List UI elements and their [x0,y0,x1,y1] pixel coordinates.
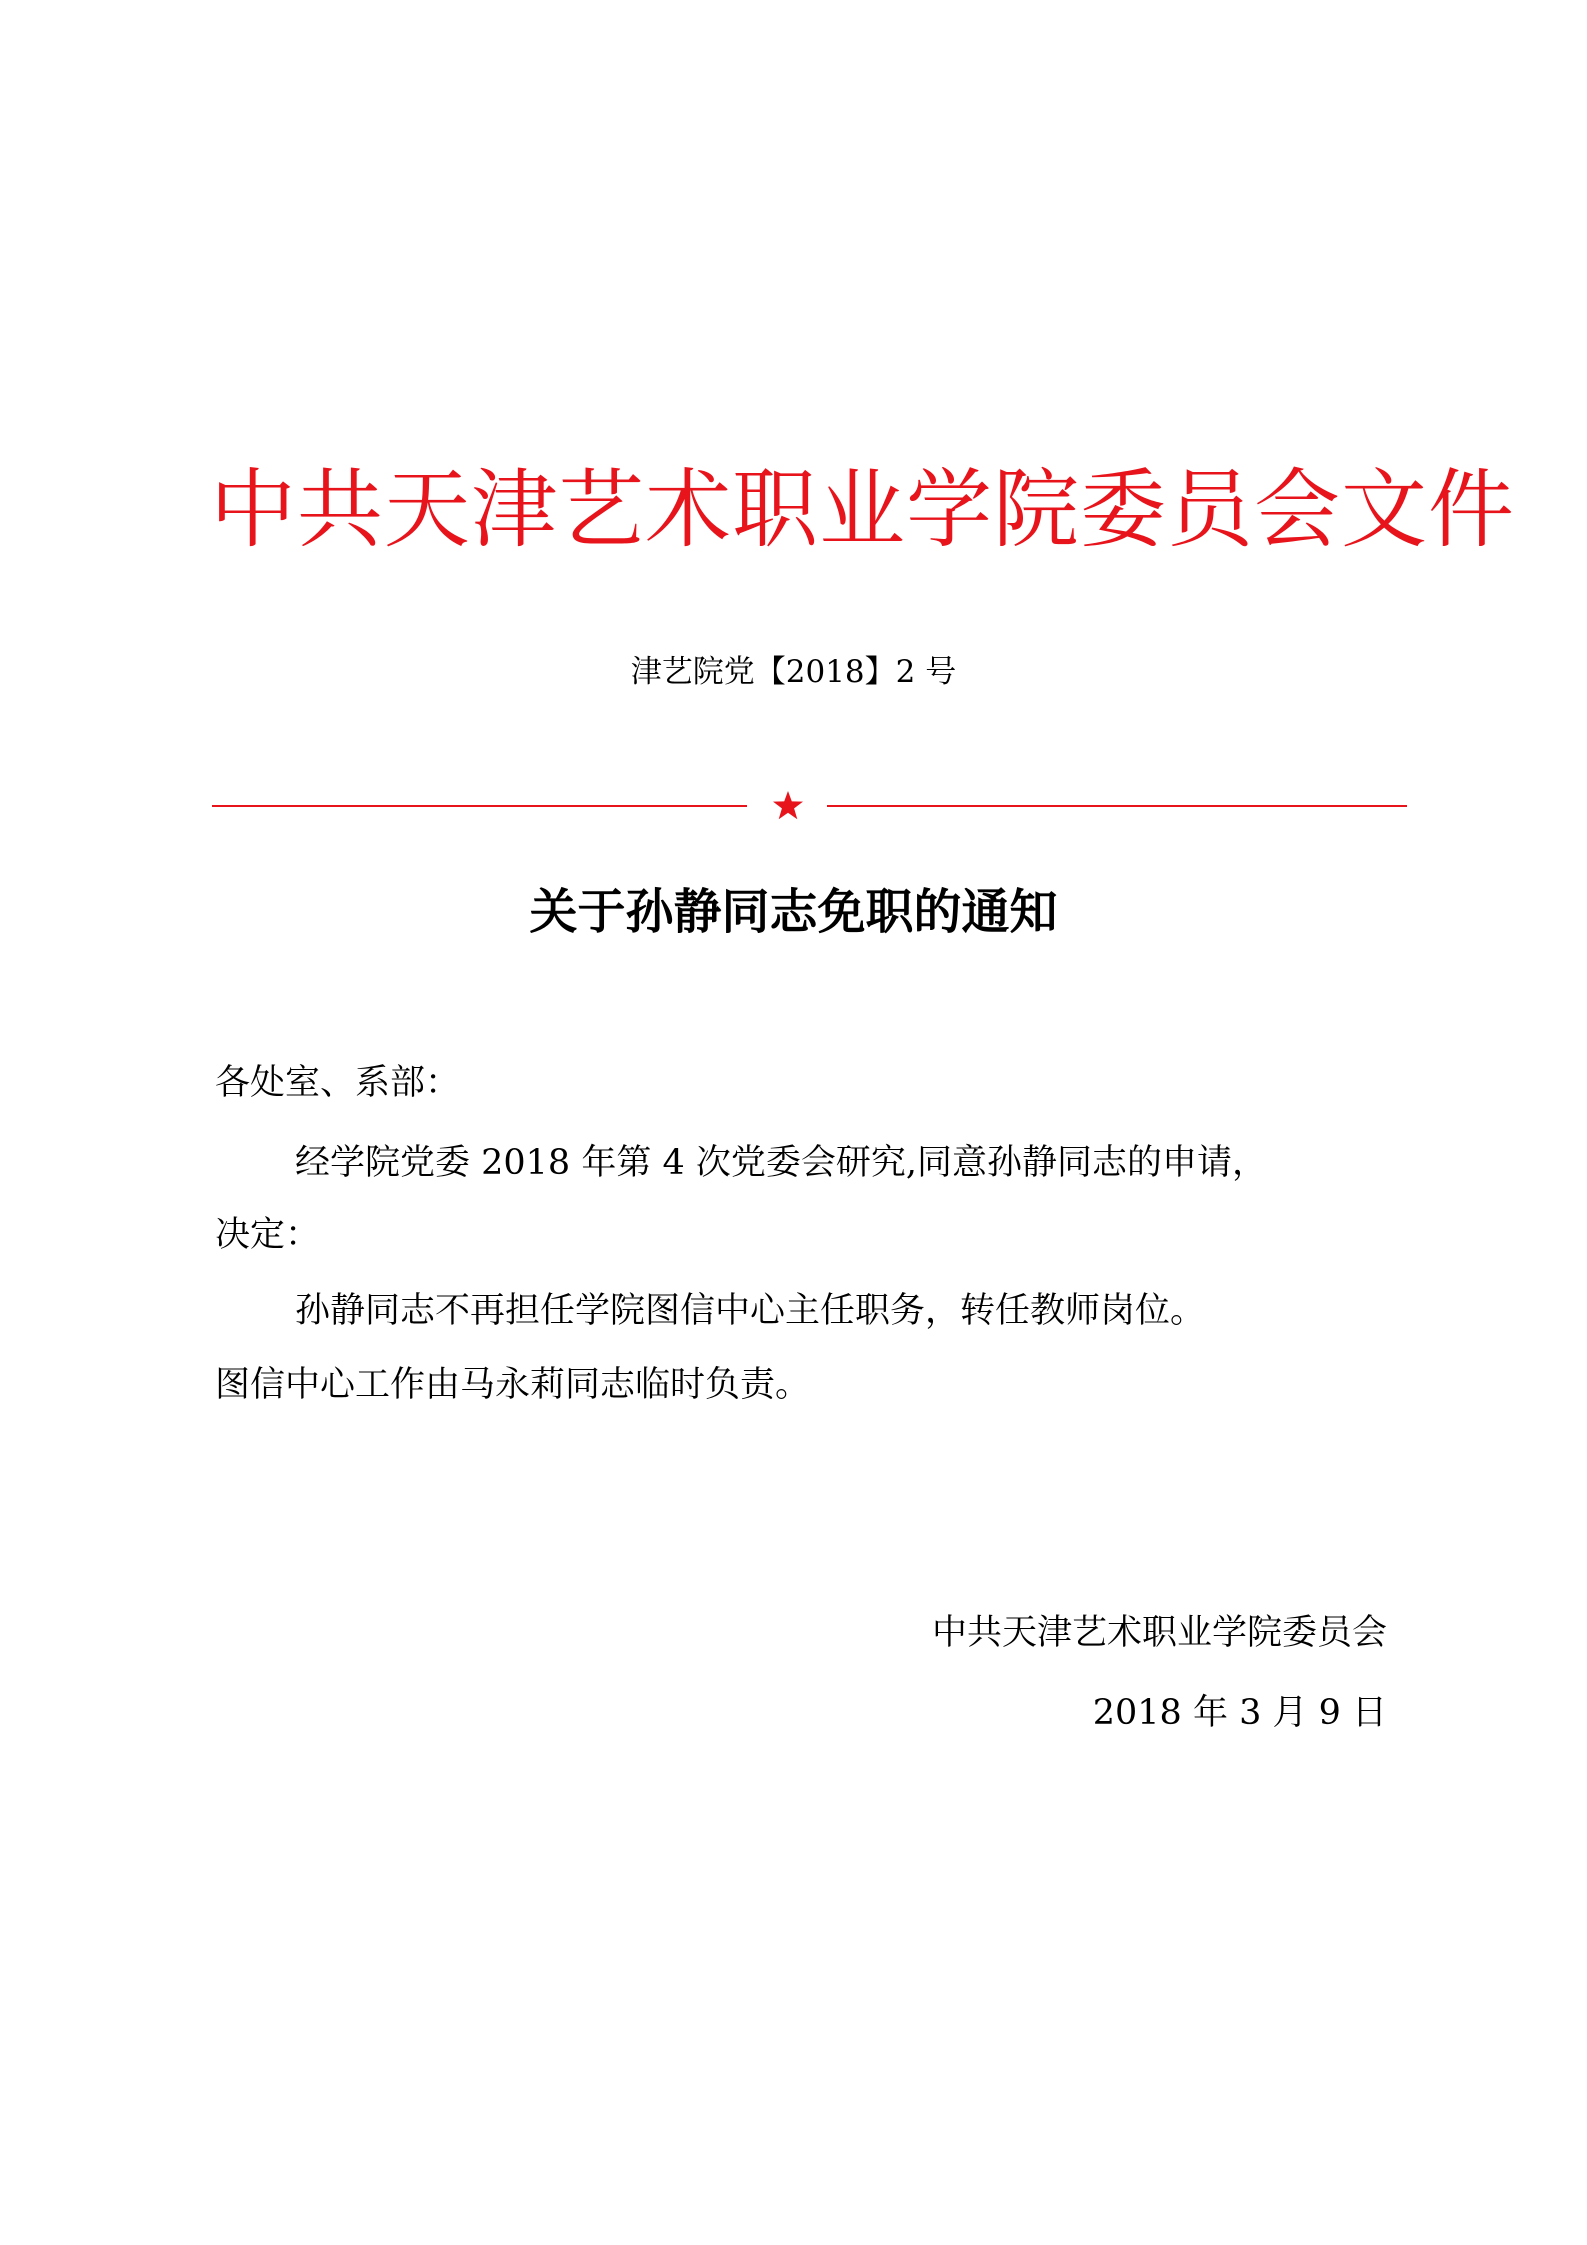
notice-title: 关于孙静同志免职的通知 [529,884,1058,940]
separator-line-left [212,805,747,807]
separator-line-right [827,805,1407,807]
star-icon [772,790,804,820]
paragraph-2-line-2: 图信中心工作由马永莉同志临时负责。 [215,1365,811,1405]
paragraph-1-line-2: 决定： [215,1215,321,1255]
paragraph-2-line-1: 孙静同志不再担任学院图信中心主任职务，转任教师岗位。 [295,1291,1206,1331]
salutation: 各处室、系部： [215,1063,461,1103]
signature-date: 2018 年 3 月 9 日 [1092,1693,1387,1733]
header-separator [212,790,1407,820]
document-number: 津艺院党【2018】2 号 [630,654,957,690]
document-header-title: 中共天津艺术职业学院委员会文件 [210,460,1515,560]
paragraph-1-line-1: 经学院党委 2018 年第 4 次党委会研究,同意孙静同志的申请， [295,1143,1267,1183]
signature-organization: 中共天津艺术职业学院委员会 [931,1613,1387,1653]
